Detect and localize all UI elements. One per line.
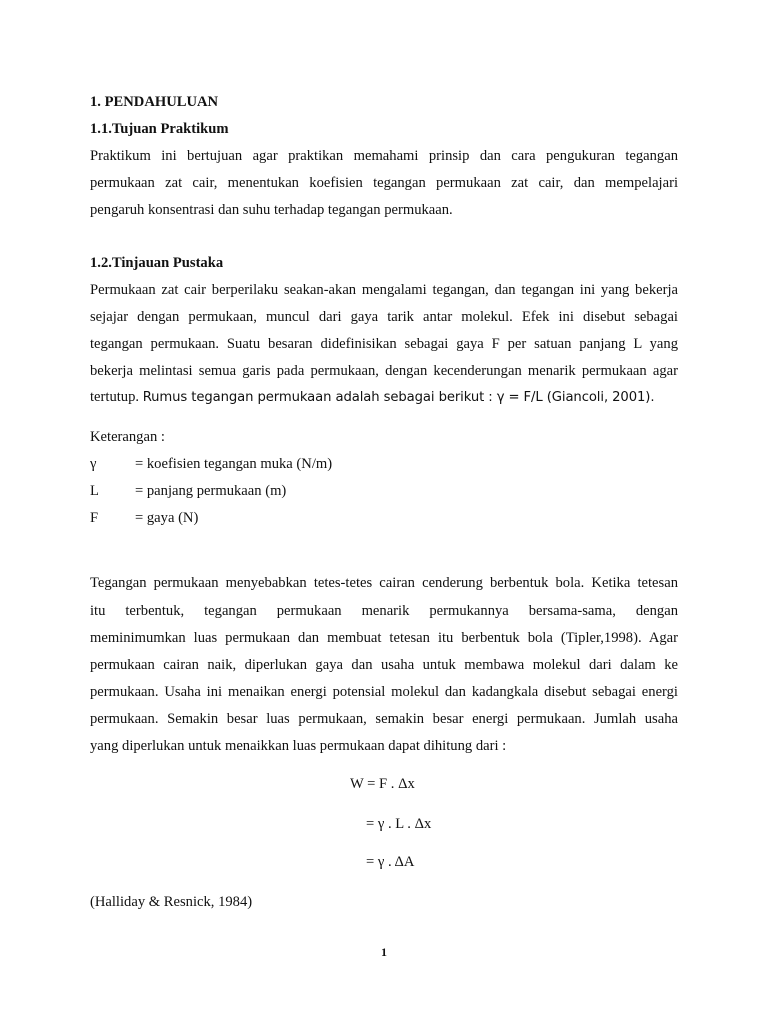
definition-gamma: = koefisien tegangan muka (N/m) [135,456,333,472]
paragraph-line-formula [90,390,654,405]
equation-work: W = F . Δx [350,776,415,792]
subsection-heading-tujuan: 1.1.Tujuan Praktikum [90,121,229,137]
symbol-gamma: γ [90,456,97,472]
subsection-heading-tinjauan: 1.2.Tinjauan Pustaka [90,255,224,271]
paragraph-line: itu terbentuk, tegangan permukaan menarik permukannya bersama-sama, dengan [90,603,678,619]
paragraph-line: pengaruh konsentrasi dan suhu terhadap tegangan permukaan. [90,202,453,218]
paragraph-line: sejajar dengan permukaan, muncul dari gaya tarik antar molekul. Efek ini disebut sebagai [90,309,678,325]
paragraph-line: permukaan cairan naik, diperlukan gaya dan usaha untuk membawa molekul dari dalam ke [90,657,678,673]
page-number: 1 [381,945,387,959]
citation: (Halliday & Resnick, 1984) [90,894,253,910]
paragraph-line: Tegangan permukaan menyebabkan tetes-tetes cairan cenderung berbentuk bola. Ketika tetesan [90,575,678,591]
equation-step-2: = γ . ΔA [366,854,415,870]
equation-step-1: = γ . L . Δx [366,816,432,832]
paragraph-line: yang diperlukan untuk menaikkan luas permukaan dapat dihitung dari : [90,738,507,754]
formula-text: Rumus tegangan permukaan adalah sebagai berikut : γ = F/L (Giancoli, 2001). [142,390,655,405]
paragraph-line: permukaan. Usaha ini menaikan energi potensial molekul dan kadangkala disebut sebagai energi [90,684,678,700]
paragraph-line: bekerja melintasi semua garis pada permukaan, dengan kecenderungan menarik permukaan agar [90,363,678,379]
keterangan-label: Keterangan : [90,429,165,445]
definition-length: = panjang permukaan (m) [135,483,287,499]
symbol-length: L [90,483,99,499]
paragraph-line: permukaan. Semakin besar luas permukaan, semakin besar energi permukaan. Jumlah usaha [90,711,678,727]
paragraph-line: permukaan zat cair, menentukan koefisien tegangan permukaan zat cair, dan mempelajari [90,175,678,191]
paragraph-line: meminimumkan luas permukaan dan membuat tetesan itu berbentuk bola (Tipler,1998). Agar [90,630,678,646]
symbol-force: F [90,510,99,526]
paragraph-line: Praktikum ini bertujuan agar praktikan memahami prinsip dan cara pengukuran tegangan [90,148,678,164]
section-heading: 1. PENDAHULUAN [90,94,219,110]
paragraph-line: tegangan permukaan. Suatu besaran didefinisikan sebagai gaya F per satuan panjang L yang [90,336,678,352]
paragraph-line: Permukaan zat cair berperilaku seakan-akan mengalami tegangan, dan tegangan ini yang bekerja [90,282,678,298]
definition-force: = gaya (N) [135,510,199,526]
paragraph-text: tertutup. [90,389,140,405]
